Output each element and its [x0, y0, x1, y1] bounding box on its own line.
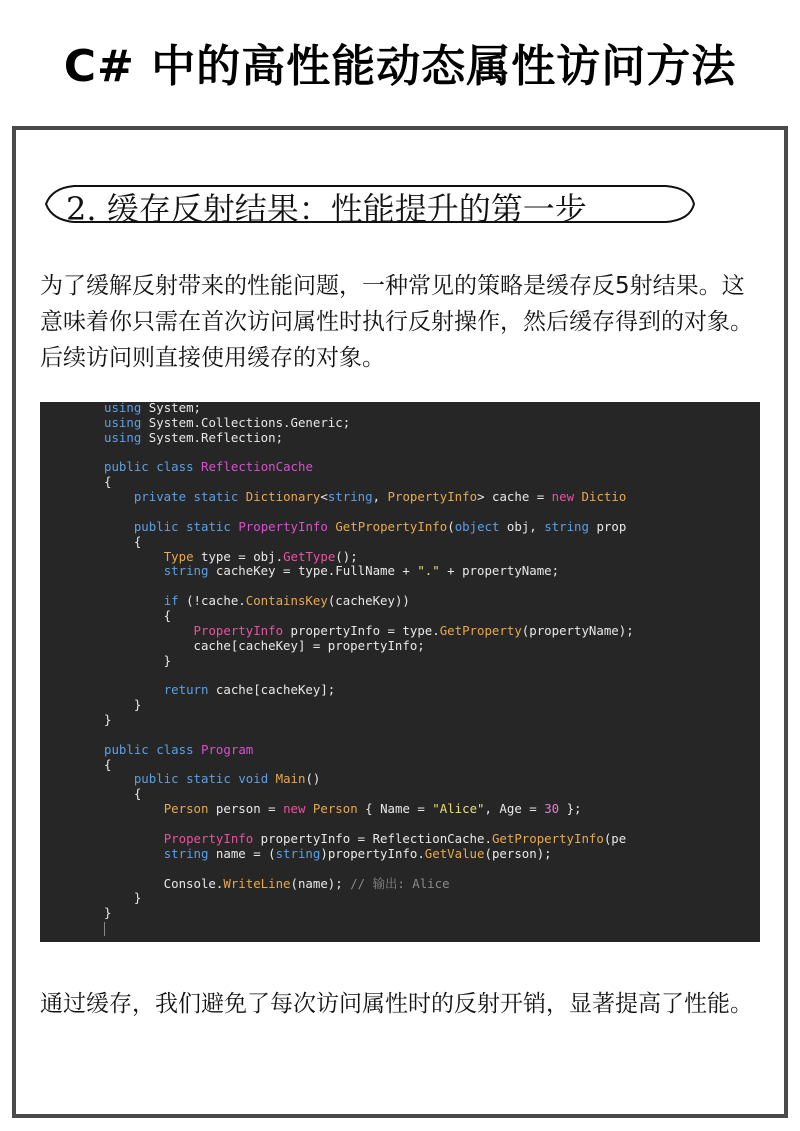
code-token: {: [104, 474, 112, 490]
section-heading: [44, 178, 696, 230]
code-token: {: [104, 786, 142, 802]
code-token: static: [186, 771, 231, 787]
code-token: [194, 742, 201, 757]
code-token: ();: [335, 548, 358, 564]
code-token: (pe: [603, 830, 627, 846]
code-line: [104, 416, 634, 431]
code-token: void: [238, 771, 269, 787]
code-token: prop: [588, 518, 627, 534]
code-token: [104, 519, 134, 534]
conclusion-paragraph: 通过缓存，我们避免了每次访问属性时的反射开销，显著提高了性能。: [40, 991, 753, 1017]
code-line: [104, 802, 634, 817]
code-line: [104, 579, 634, 594]
code-token: (name);: [290, 875, 351, 891]
code-token: string: [327, 489, 373, 505]
code-token: Console.: [104, 875, 224, 891]
code-token: cacheKey = type.FullName +: [208, 563, 418, 579]
code-token: System.Collections.Generic;: [141, 414, 351, 430]
page-title: C# 中的高性能动态属性访问方法: [63, 41, 737, 92]
code-token: using: [104, 402, 142, 415]
code-line: [104, 728, 634, 743]
code-line: [104, 654, 634, 669]
code-token: public: [104, 459, 149, 475]
code-token: , Age =: [484, 801, 545, 817]
code-token: Type: [163, 548, 194, 564]
code-token: ".": [417, 563, 440, 579]
code-token: {: [104, 756, 112, 772]
code-token: + propertyName;: [439, 563, 560, 579]
code-line: [104, 668, 634, 683]
code-token: (propertyName);: [521, 622, 634, 638]
code-line: [104, 460, 634, 475]
code-token: System;: [141, 402, 201, 415]
code-token: (cacheKey)): [327, 593, 410, 609]
code-token: (!cache.: [178, 593, 246, 609]
code-line: [104, 758, 634, 773]
code-token: GetPropertyInfo: [335, 518, 448, 534]
code-token: propertyInfo = ReflectionCache.: [253, 830, 492, 846]
code-token: [179, 519, 186, 534]
code-token: "Alice": [432, 801, 485, 817]
code-line: [104, 862, 634, 877]
code-token: return: [163, 682, 209, 698]
code-token: [104, 623, 194, 638]
code-token: {: [104, 533, 142, 549]
code-token: System.Reflection;: [141, 429, 284, 445]
code-token: {: [104, 608, 172, 624]
code-token: )propertyInfo.: [320, 845, 425, 861]
code-token: GetType: [283, 548, 336, 564]
code-line: [104, 550, 634, 565]
code-token: object: [454, 518, 500, 534]
code-token: }: [104, 697, 142, 713]
code-line: [104, 698, 634, 713]
code-token: if: [163, 593, 179, 609]
code-line: [104, 446, 634, 461]
code-token: [104, 489, 134, 504]
code-token: PropertyInfo: [238, 518, 328, 534]
code-token: using: [104, 429, 142, 445]
code-token: [104, 771, 134, 786]
code-line: [104, 787, 634, 802]
code-line: [104, 594, 634, 609]
code-token: propertyInfo = type.: [283, 622, 440, 638]
code-token: [305, 801, 312, 816]
code-token: ContainsKey: [245, 593, 328, 609]
code-block: [40, 402, 760, 942]
code-token: Person: [163, 801, 209, 817]
code-token: };: [559, 801, 582, 817]
code-token: [194, 459, 201, 474]
code-token: obj,: [499, 518, 545, 534]
intro-paragraph: 为了缓解反射带来的性能问题，一种常见的策略是缓存反5射结果。这意味着你只需在首次访问属性时执行反射操作，然后缓存得到的对象。后续访问则直接使用缓存的对象。: [40, 273, 753, 371]
code-token: PropertyInfo: [193, 622, 284, 638]
code-token: [104, 801, 164, 816]
code-line: [104, 490, 634, 505]
code-line: [104, 891, 634, 906]
code-token: [104, 563, 164, 578]
code-token: new: [283, 801, 306, 817]
code-line: [104, 772, 634, 787]
code-line: [104, 475, 634, 490]
code-token: [179, 771, 186, 786]
code-token: Dictio: [581, 489, 627, 505]
code-token: }: [104, 652, 172, 668]
code-token: (): [305, 771, 321, 787]
code-token: new: [551, 489, 575, 505]
code-line: [104, 505, 634, 520]
code-token: name = (: [208, 845, 276, 861]
code-line: [104, 402, 634, 416]
code-token: [268, 771, 275, 786]
text-cursor: [104, 922, 105, 936]
code-token: [104, 846, 164, 861]
code-token: private: [133, 489, 187, 505]
code-token: public: [133, 518, 179, 534]
code-token: GetValue: [424, 845, 485, 861]
code-token: WriteLine: [223, 875, 291, 891]
code-token: > cache =: [477, 489, 552, 505]
code-token: [104, 682, 164, 697]
code-token: public: [133, 771, 179, 787]
code-token: static: [186, 518, 231, 534]
code-line: [104, 743, 634, 758]
code-token: GetProperty: [439, 622, 522, 638]
code-token: (person);: [484, 845, 552, 861]
code-line: [104, 639, 634, 654]
code-token: (: [447, 518, 455, 534]
code-token: { Name =: [357, 801, 433, 817]
code-line: [104, 431, 634, 446]
code-line: [104, 906, 634, 921]
code-line: [104, 683, 634, 698]
code-token: 30: [544, 801, 560, 817]
code-line: [104, 847, 634, 862]
code-line: [104, 817, 634, 832]
code-token: cache[cacheKey];: [208, 682, 336, 698]
code-line: [104, 520, 634, 535]
code-token: Main: [275, 771, 306, 787]
code-token: string: [275, 845, 321, 861]
code-text: [104, 402, 634, 921]
code-token: }: [104, 905, 112, 921]
code-token: }: [104, 890, 142, 906]
code-line: [104, 609, 634, 624]
code-line: [104, 877, 634, 892]
code-token: Person: [312, 801, 358, 817]
code-token: }: [104, 712, 112, 728]
code-token: PropertyInfo: [387, 489, 478, 505]
code-token: [104, 549, 164, 564]
code-token: PropertyInfo: [163, 830, 254, 846]
code-token: string: [163, 845, 209, 861]
code-token: <: [320, 489, 328, 505]
code-token: cache[cacheKey] = propertyInfo;: [104, 637, 425, 653]
code-token: Program: [201, 741, 254, 757]
code-token: Dictionary: [245, 489, 321, 505]
code-token: string: [163, 563, 209, 579]
code-token: [574, 489, 581, 504]
code-token: [104, 831, 164, 846]
code-token: [238, 489, 245, 504]
code-token: ReflectionCache: [201, 459, 313, 475]
code-token: [104, 593, 164, 608]
code-token: GetPropertyInfo: [491, 830, 604, 846]
code-token: ,: [372, 489, 388, 505]
code-token: class: [156, 459, 194, 475]
code-token: static: [193, 489, 239, 505]
code-token: using: [104, 414, 142, 430]
code-token: person =: [208, 801, 284, 817]
code-line: [104, 832, 634, 847]
code-token: string: [544, 518, 589, 534]
code-token: type = obj.: [193, 548, 284, 564]
code-line: [104, 535, 634, 550]
code-line: [104, 564, 634, 579]
code-token: public: [104, 741, 149, 757]
code-token: class: [156, 741, 194, 757]
code-token: // 输出: Alice: [350, 875, 450, 891]
code-token: [186, 489, 193, 504]
section-heading-text: 2. 缓存反射结果：性能提升的第一步: [66, 190, 587, 228]
code-line: [104, 713, 634, 728]
code-line: [104, 624, 634, 639]
